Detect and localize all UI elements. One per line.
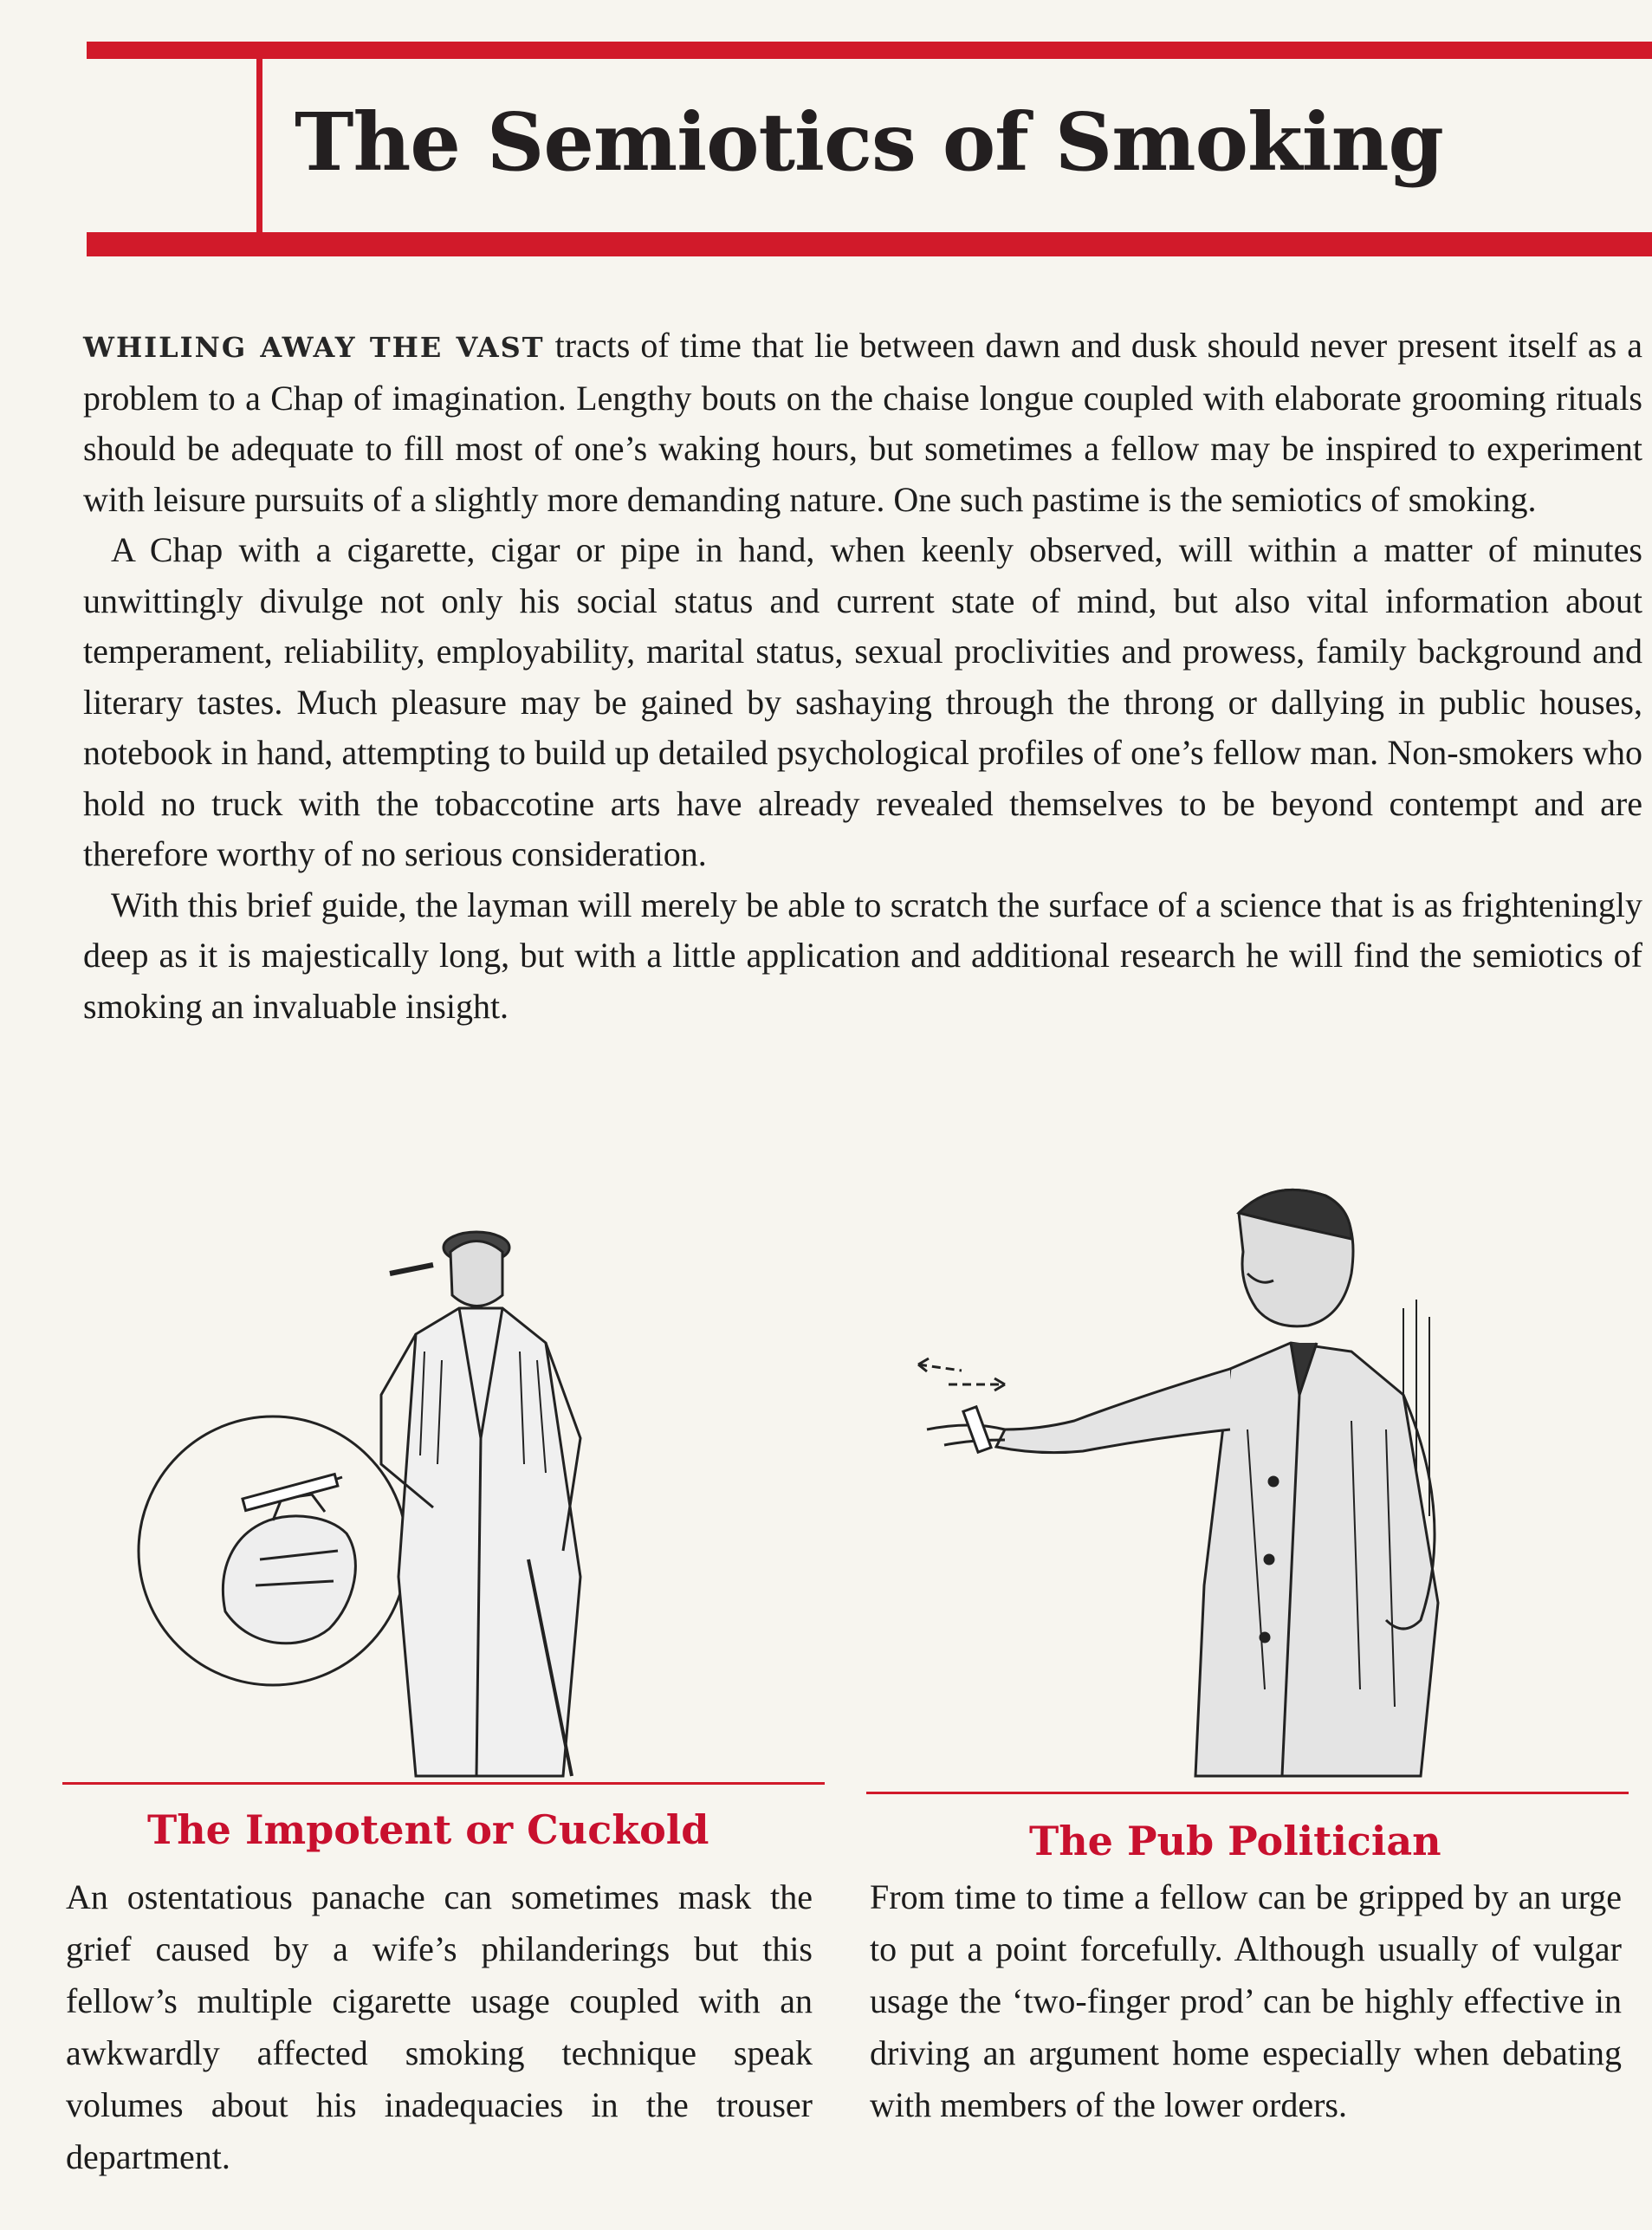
- pub-politician-illustration: [866, 1170, 1473, 1785]
- title-vertical-rule: [256, 59, 262, 232]
- title-band-top: [87, 42, 1652, 59]
- caption-text-cuckold: An ostentatious panache can sometimes mask the grief caused by a wife’s philanderings but this fellow’s multiple cigarette usage coupled with an awkwardly affected smoking technique speak volumes about his inadequacies in the trouser department.: [66, 1877, 813, 2176]
- title-band-bottom: [87, 232, 1652, 256]
- caption-text-pub-politician: From time to time a fellow can be gripped by an urge to put a point forcefully. Although usually of vulgar usage the ‘two-finger prod’ can be highly effective in driving an argument home especially when debating with members of the lower orders.: [870, 1877, 1622, 2124]
- lead-in-caps: WHILING AWAY THE VAST: [83, 331, 545, 364]
- intro-text: [83, 321, 1642, 1032]
- caption-rule-right: [866, 1792, 1629, 1794]
- intro-paragraph-1: [83, 321, 1642, 525]
- intro-paragraph-3: With this brief guide, the layman will merely be able to scratch the surface of a science that is as frighteningly deep as it is majestically long, but with a little application and additional research he will find the semiotics of smoking an invaluable insight.: [83, 885, 1642, 1026]
- caption-title-cuckold: The Impotent or Cuckold: [147, 1806, 709, 1853]
- caption-title-pub-politician: The Pub Politician: [1029, 1818, 1441, 1864]
- intro-paragraph-1-rest: tracts of time that lie between dawn and dusk should never present itself as a problem to a Chap of imagination. Lengthy bouts on the chaise longue coupled with elaborate grooming rituals should be adequate to fill most of one’s waking hours, but sometimes a fellow may be inspired to experiment with leisure pursuits of a slightly more demanding nature. One such pastime is the semiotics of smoking.: [83, 326, 1642, 519]
- cigarette-between-fingers: [963, 1407, 991, 1452]
- intro-paragraph-2: A Chap with a cigarette, cigar or pipe in hand, when keenly observed, will within a matter of minutes unwittingly divulge not only his social status and current state of mind, but also vital information about temperament, reliability, employability, marital status, sexual proclivities and prowess, family background and literary tastes. Much pleasure may be gained by sashaying through the throng or dallying in public houses, notebook in hand, attempting to build up detailed psychological profiles of one’s fellow man. Non-smokers who hold no truck with the tobaccotine arts have already revealed themselves to be beyond contempt and are therefore worthy of no serious consideration.: [83, 530, 1642, 873]
- caption-rule-left: [62, 1782, 825, 1785]
- cuckold-illustration: [130, 1178, 736, 1785]
- page-title: The Semiotics of Smoking: [295, 95, 1443, 189]
